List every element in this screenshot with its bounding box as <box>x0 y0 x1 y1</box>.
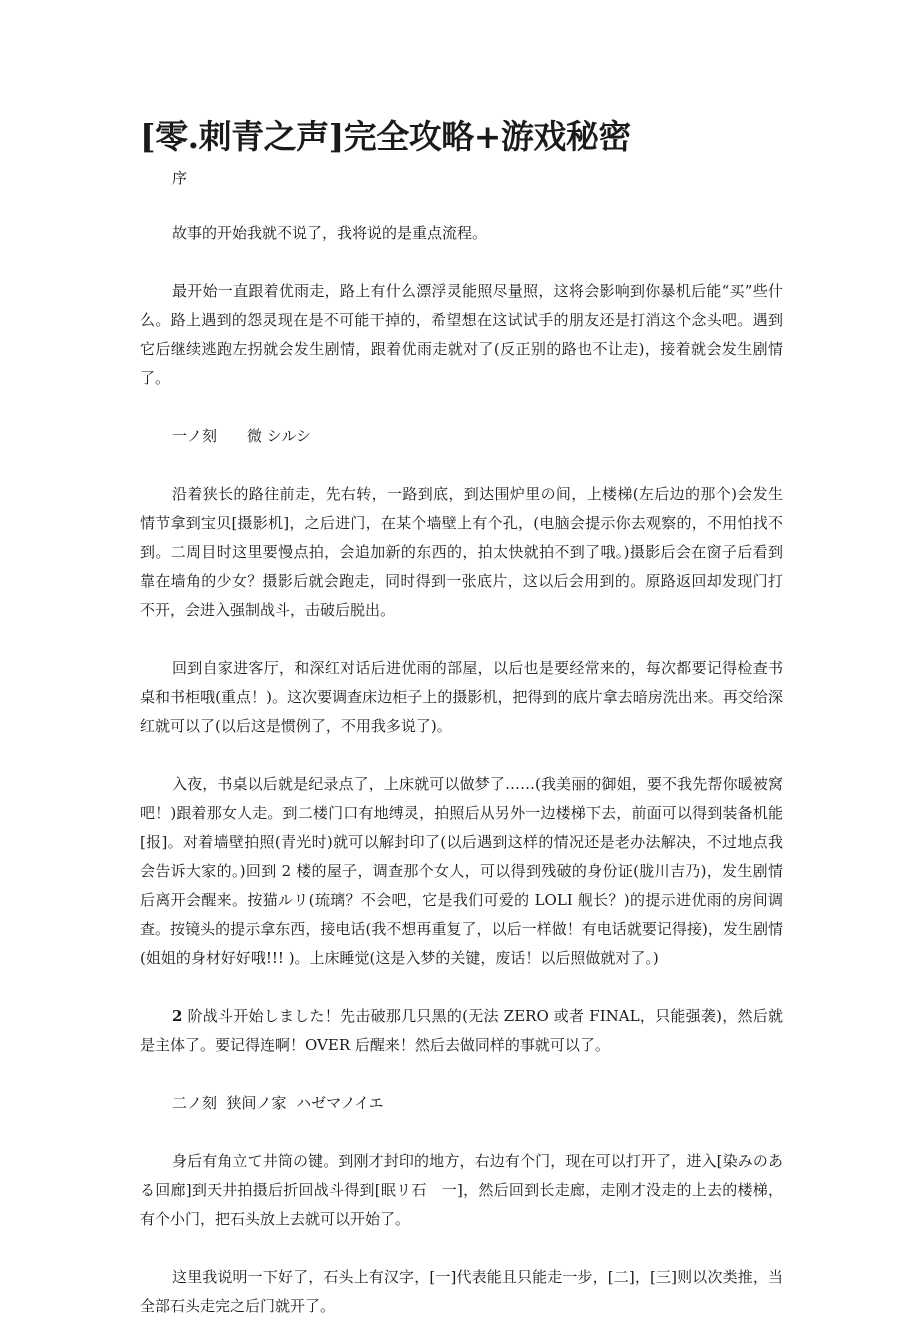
paragraph-section1-d <box>140 1002 783 1060</box>
section-heading-1: 一ノ刻 微 シルシ <box>172 427 312 445</box>
section-heading-2: 二ノ刻 狭间ノ家 ハゼマノイエ <box>172 1094 384 1112</box>
document-title: [零.刺青之声]完全攻略+游戏秘密 <box>140 117 631 156</box>
preface-label: 序 <box>172 169 188 187</box>
paragraph-section2-a: 身后有角立て井筒の键。到刚才封印的地方，右边有个门，现在可以打开了，进入[染みのある回廊]到天井拍摄后折回战斗得到[眠リ石 一]，然后回到长走廊，走刚才没走的上去的楼梯，有个小门，把石头放上去就可以开始了。 <box>140 1152 783 1228</box>
paragraph-section2-b: 这里我说明一下好了，石头上有汉字，[一]代表能且只能走一步，[二]，[三]则以次类推，当全部石头走完之后门就开了。 <box>140 1268 783 1315</box>
paragraph-lead-number: 2 <box>172 1007 183 1025</box>
paragraph-section1-b: 回到自家进客厅，和深红对话后进优雨的部屋，以后也是要经常来的，每次都要记得检查书桌和书柜哦(重点！)。这次要调查床边柜子上的摄影机，把得到的底片拿去暗房洗出来。再交给深红就可以了(以后这是惯例了，不用我多说了)。 <box>140 659 783 735</box>
paragraph-intro: 故事的开始我就不说了，我将说的是重点流程。 <box>172 224 488 242</box>
paragraph-body: 阶战斗开始しました！先击破那几只黑的(无法 ZERO 或者 FINAL，只能强袭)，然后就是主体了。要记得连啊！OVER 后醒来！然后去做同样的事就可以了。 <box>140 1007 783 1054</box>
paragraph-section1-a: 沿着狭长的路往前走，先右转，一路到底，到达围炉里の间，上楼梯(左后边的那个)会发生情节拿到宝贝[摄影机]，之后进门，在某个墙壁上有个孔，(电脑会提示你去观察的，不用怕找不到。二周目时这里要慢点拍，会追加新的东西的，拍太快就拍不到了哦。)摄影后会在窗子后看到靠在墙角的少女？摄影后就会跑走，同时得到一张底片，这以后会用到的。原路返回却发现门打不开，会进入强制战斗，击破后脱出。 <box>140 485 783 619</box>
paragraph-opening: 最开始一直跟着优雨走，路上有什么漂浮灵能照尽量照，这将会影响到你暴机后能“买”些什么。路上遇到的怨灵现在是不可能干掉的，希望想在这试试手的朋友还是打消这个念头吧。遇到它后继续逃跑左拐就会发生剧情，跟着优雨走就对了(反正别的路也不让走)，接着就会发生剧情了。 <box>140 282 783 387</box>
document-page <box>140 112 783 1321</box>
paragraph-section1-c: 入夜，书桌以后就是纪录点了，上床就可以做梦了……(我美丽的御姐，要不我先帮你暖被窝吧！)跟着那女人走。到二楼门口有地缚灵，拍照后从另外一边楼梯下去，前面可以得到装备机能[报]。对着墙壁拍照(青光时)就可以解封印了(以后遇到这样的情况还是老办法解决，不过地点我会告诉大家的。)回到 2 楼的屋子，调查那个女人，可以得到残破的身份证(胧川吉乃)，发生剧情后离开会醒来。按猫ルリ(琉璃？不会吧，它是我们可爱的 LOLI 舰长？)的提示进优雨的房间调查。按镜头的提示拿东西，接电话(我不想再重复了，以后一样做！有电话就要记得接)，发生剧情(姐姐的身材好好哦!!! )。上床睡觉(这是入梦的关键，废话！以后照做就对了。) <box>140 775 783 967</box>
